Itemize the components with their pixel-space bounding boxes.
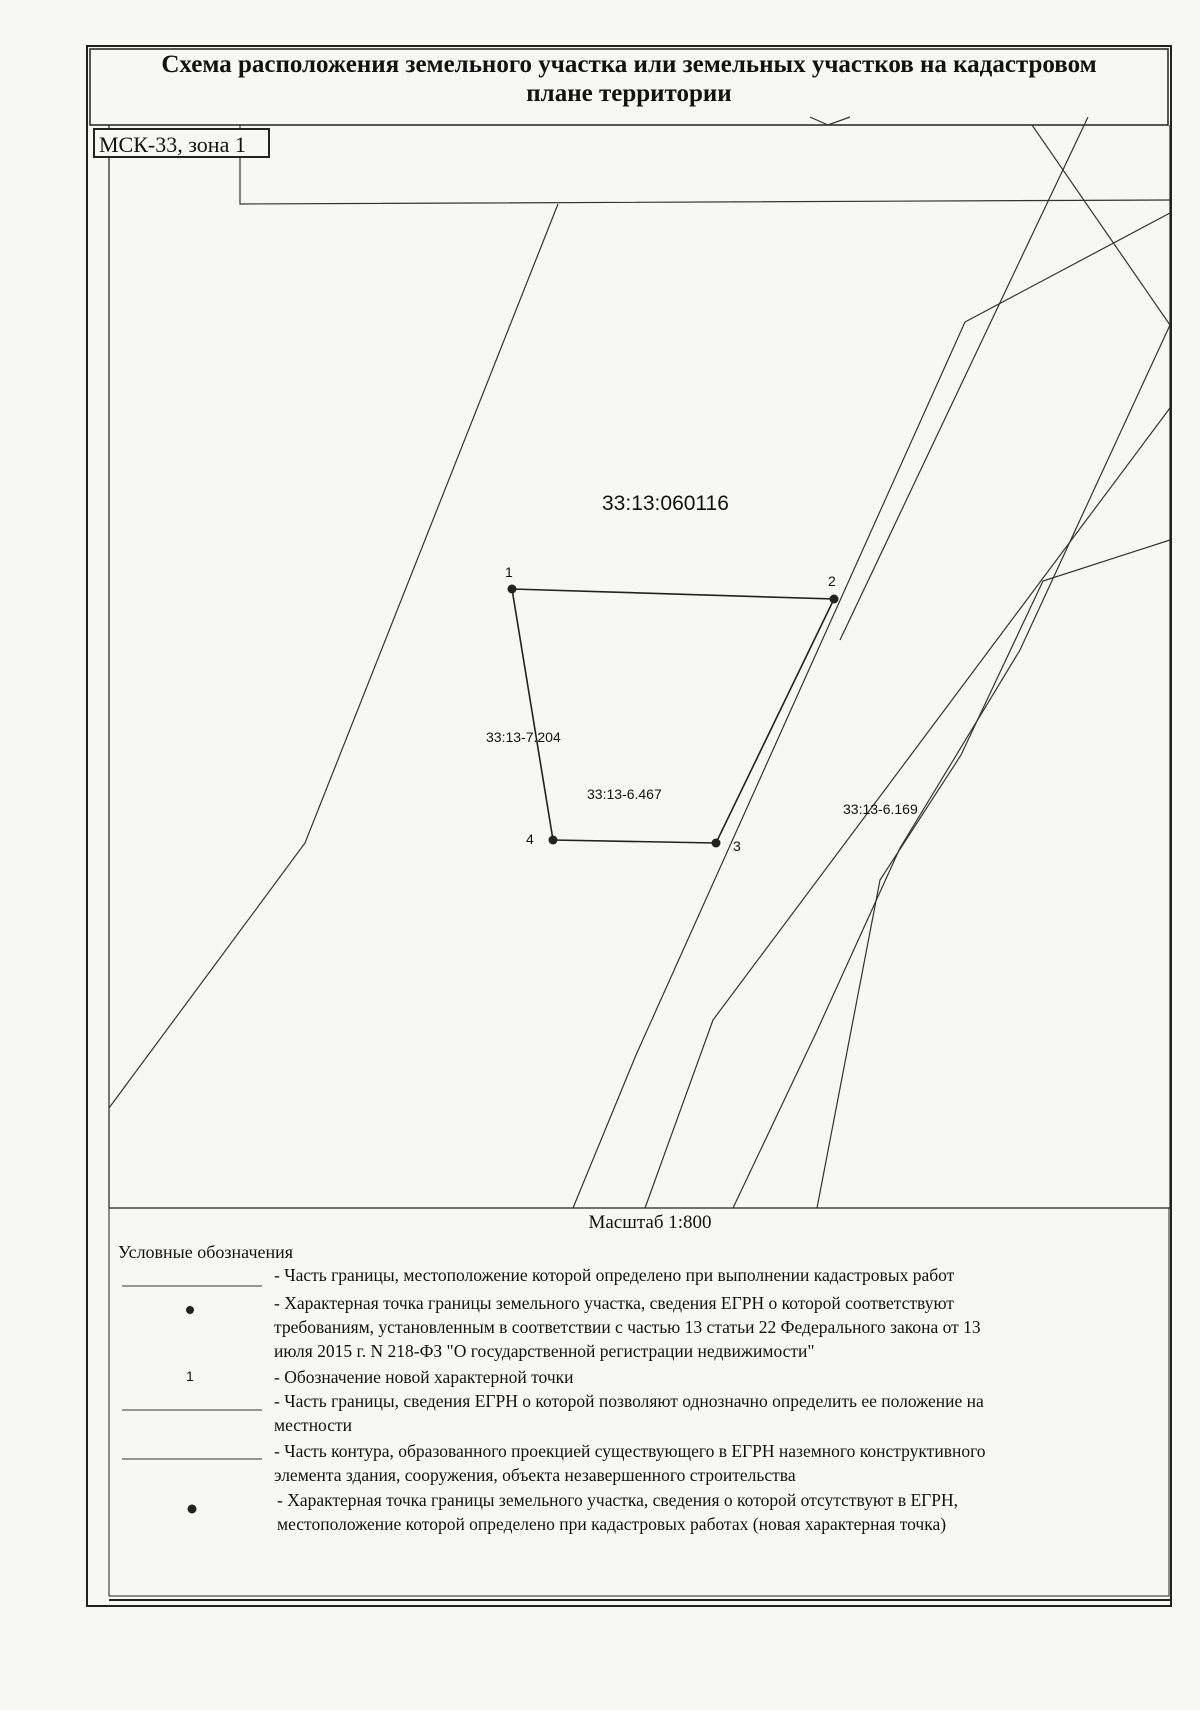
title-line-2: плане территории (526, 80, 732, 107)
legend-point-new (188, 1505, 197, 1514)
coordinate-system-label: МСК-33, зона 1 (93, 128, 270, 158)
point-marker-3 (712, 839, 721, 848)
point-marker-1 (508, 585, 517, 594)
legend-item-5: - Часть контура, образованного проекцией существующего в ЕГРН наземного конструктивного элемента здания, сооружения, объекта незавершенного строительства (274, 1441, 986, 1485)
legend-item-3-symbol: 1 (186, 1368, 194, 1384)
point-marker-4 (549, 836, 558, 845)
outer-frame (87, 46, 1171, 1606)
point-label-4: 4 (526, 831, 534, 847)
point-label-1: 1 (505, 564, 513, 580)
legend-item-3: - Обозначение новой характерной точки (274, 1367, 574, 1387)
parcel-label-2: 33:13-6.467 (587, 786, 662, 802)
legend-item-4: - Часть границы, сведения ЕГРН о которой позволяют однозначно определить ее положение на местности (274, 1391, 984, 1435)
parcel-label-3: 33:13-6.169 (843, 801, 918, 817)
scale-label: Масштаб 1:800 (588, 1212, 712, 1233)
point-label-2: 2 (828, 573, 836, 589)
legend-item-2: - Характерная точка границы земельного участка, сведения ЕГРН о которой соответствуют требованиям, установленным в соответствии с частью 13 статьи 22 Федерального закона от 13 июля 2015 г. N 218-ФЗ "О государственной регистрации недвижимости" (274, 1293, 981, 1361)
legend-title: Условные обозначения (118, 1242, 294, 1262)
legend-item-1: - Часть границы, местоположение которой определено при выполнении кадастровых работ (274, 1265, 955, 1285)
parcel-points (508, 585, 839, 848)
legend-point-existing (186, 1306, 194, 1314)
parcel-label-1: 33:13-7.204 (486, 729, 561, 745)
page-title (92, 50, 1166, 108)
point-label-3: 3 (733, 838, 741, 854)
cadastral-quarter-label: 33:13:060116 (602, 492, 729, 515)
point-marker-2 (830, 595, 839, 604)
existing-boundaries (109, 117, 1170, 1208)
title-line-1: Схема расположения земельного участка или земельных участков на кадастровом (161, 51, 1097, 78)
legend-item-6: - Характерная точка границы земельного участка, сведения о которой отсутствуют в ЕГРН, местоположение которой определено при кадастровых работах (новая характерная точка) (277, 1490, 959, 1534)
new-parcel-boundary (512, 589, 834, 843)
